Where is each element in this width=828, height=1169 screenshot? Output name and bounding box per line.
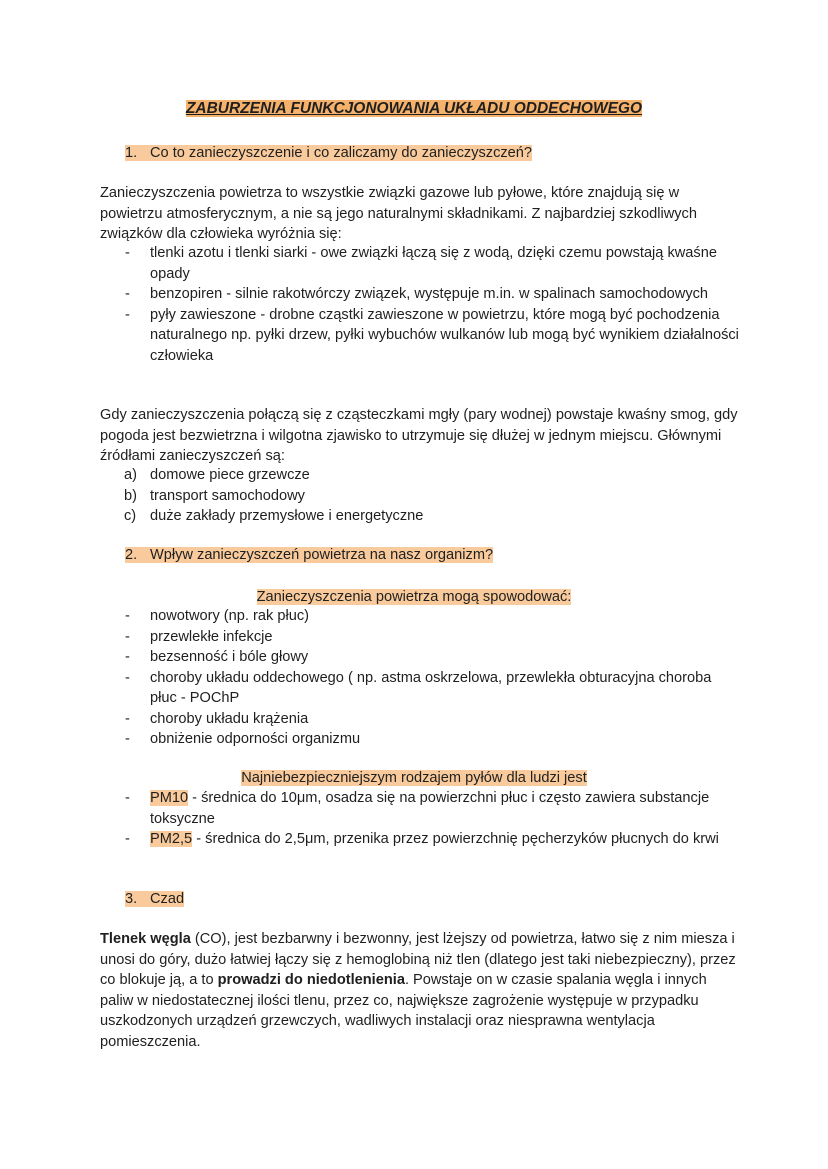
- pm-term: PM10: [150, 790, 189, 806]
- list-item: - obniżenie odporności organizmu: [100, 729, 740, 750]
- section-3-heading: [125, 889, 184, 909]
- bullet: -: [125, 245, 130, 261]
- pm-term: PM2,5: [150, 831, 193, 847]
- effects-subheading: Zanieczyszczenia powietrza mogą spowodować:: [256, 589, 572, 605]
- section-1-number: 1.: [125, 145, 138, 161]
- list-item: - nowotwory (np. rak płuc): [100, 606, 740, 627]
- list-item: - tlenki azotu i tlenki siarki - owe związki łączą się z wodą, dzięki czemu powstają kwaśne opady: [125, 245, 717, 282]
- list-item: - bezsenność i bóle głowy: [100, 647, 740, 668]
- list-item: - benzopiren - silnie rakotwórczy związek, występuje m.in. w spalinach samochodowych: [100, 284, 740, 305]
- list-item: - PM2,5 - średnica do 2,5μm, przenika przez powierzchnię pęcherzyków płucnych do krwi: [100, 829, 740, 850]
- document-title: [0, 99, 828, 119]
- bullet: -: [125, 306, 130, 323]
- bullet: -: [125, 669, 130, 686]
- bullet: -: [125, 649, 130, 665]
- pm-list: [100, 788, 740, 850]
- bullet: -: [125, 286, 130, 302]
- bullet: -: [125, 731, 130, 747]
- section-2-number: 2.: [125, 547, 138, 563]
- pollutants-list: [100, 243, 740, 366]
- list-item: - przewlekłe infekcje: [100, 627, 740, 648]
- section-3-title: Czad: [150, 891, 185, 907]
- section-1-heading: [125, 143, 532, 163]
- carbon-monoxide-paragraph: Tlenek węgla (CO), jest bezbarwny i bezwonny, jest lżejszy od powietrza, łatwo się z nim miesza i unosi do góry, dużo łatwiej łączy się z hemoglobiną niż tlen (dlatego jest taki niebezpieczny), przez co blokuje ją, a to prowadzi do niedotlenienia. Powstaje on w czasie spalania węgla i innych paliw w niedostatecznej ilości tlenu, przez co, największe zagrożenie występuje w przypadku uszkodzonych urządzeń grzewczych, wadliwych instalacji oraz niesprawna wentylacja pomieszczenia.: [100, 931, 736, 1050]
- pm-subheading: Najniebezpieczniejszym rodzajem pyłów dla ludzi jest: [241, 770, 587, 786]
- bullet: -: [125, 608, 130, 624]
- list-item: - pyły zawieszone - drobne cząstki zawieszone w powietrzu, które mogą być pochodzenia naturalnego np. pyłki drzew, pyłki wybuchów wulkanów lub mogą być wynikiem działalności człowieka: [125, 306, 739, 364]
- section-2-title: Wpływ zanieczyszczeń powietrza na nasz organizm?: [150, 547, 494, 563]
- bullet: -: [125, 831, 130, 847]
- list-item: - choroby układu oddechowego ( np. astma oskrzelowa, przewlekła obturacyjna choroba płuc - POChP: [125, 669, 712, 706]
- list-item: - choroby układu krążenia: [100, 709, 740, 730]
- bullet: -: [125, 628, 130, 645]
- effects-list: [100, 606, 740, 750]
- list-item: c) duże zakłady przemysłowe i energetyczne: [124, 508, 424, 524]
- bullet: -: [125, 790, 130, 806]
- section-1-title: Co to zanieczyszczenie i co zaliczamy do zanieczyszczeń?: [150, 145, 533, 161]
- bullet: -: [125, 710, 130, 727]
- list-item: a) domowe piece grzewcze: [124, 467, 310, 483]
- section-1-intro: Zanieczyszczenia powietrza to wszystkie związki gazowe lub pyłowe, które znajdują się w powietrzu atmosferycznym, a nie są jego naturalnymi składnikami. Z najbardziej szkodliwych związków dla człowieka wyróżnia się:: [100, 185, 697, 242]
- section-2-heading: [125, 545, 493, 565]
- title-text: ZABURZENIA FUNKCJONOWANIA UKŁADU ODDECHOWEGO: [185, 100, 643, 117]
- smog-paragraph: Gdy zanieczyszczenia połączą się z cząsteczkami mgły (pary wodnej) powstaje kwaśny smog, gdy pogoda jest bezwietrzna i wilgotna zjawisko to utrzymuje się dłużej w jednym miejscu. Głównymi źródłami zanieczyszczeń są:: [100, 407, 738, 464]
- sources-list: [100, 465, 740, 527]
- list-item: b) transport samochodowy: [124, 487, 305, 504]
- section-3-number: 3.: [125, 891, 138, 907]
- list-item: - PM10 - średnica do 10μm, osadza się na powierzchni płuc i często zawiera substancje toksyczne: [125, 790, 710, 827]
